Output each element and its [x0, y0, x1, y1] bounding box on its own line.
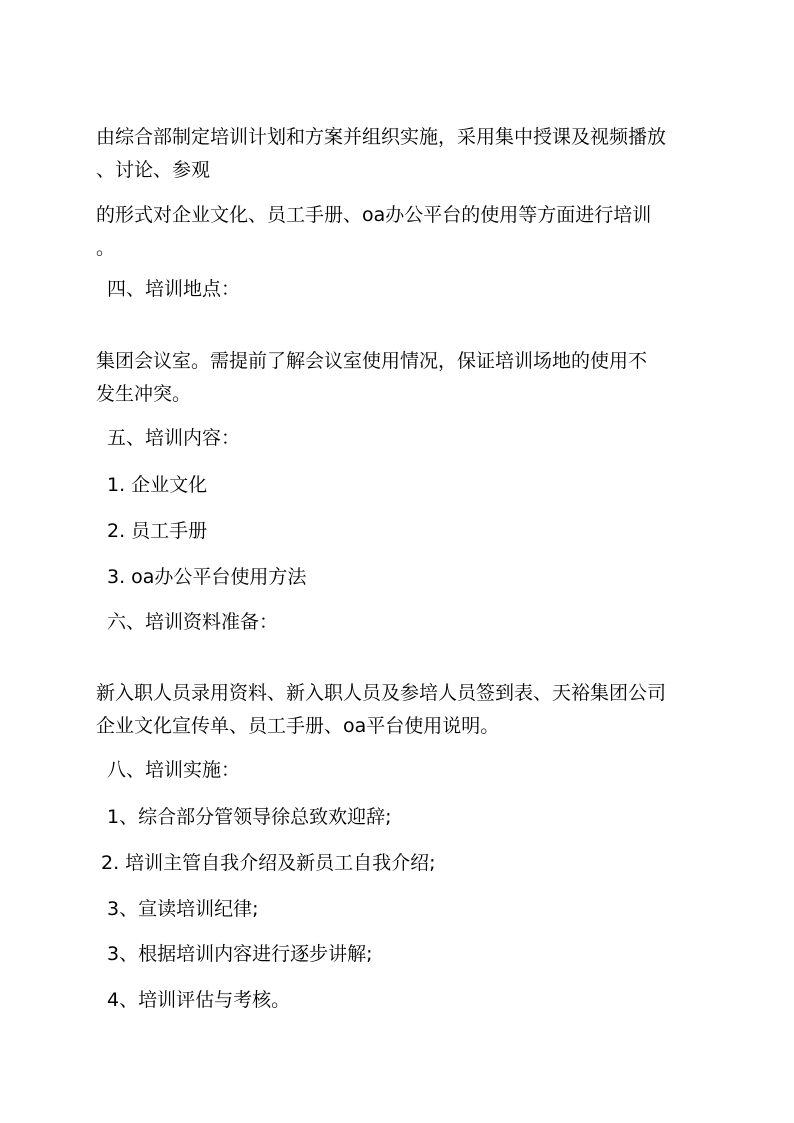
list-item: 3、宣读培训纪律; [107, 898, 259, 920]
paragraph-line: 发生冲突。 [96, 383, 192, 405]
paragraph-line: 由综合部制定培训计划和方案并组织实施，采用集中授课及视频播放 [96, 126, 667, 148]
paragraph-line: 。 [96, 237, 116, 259]
paragraph-line: 的形式对企业文化、员工手册、oa办公平台的使用等方面进行培训 [96, 204, 652, 226]
list-item: 4、培训评估与考核。 [107, 989, 291, 1011]
paragraph-line: 企业文化宣传单、员工手册、oa平台使用说明。 [96, 715, 500, 737]
list-item: 3、根据培训内容进行逐步讲解; [107, 943, 373, 965]
list-item: 1、综合部分管领导徐总致欢迎辞; [107, 806, 392, 828]
paragraph-line: 集团会议室。需提前了解会议室使用情况，保证培训场地的使用不 [96, 350, 648, 372]
section-heading: 八、培训实施： [107, 759, 241, 781]
section-heading: 四、培训地点： [107, 278, 241, 300]
list-item: 2. 员工手册 [107, 520, 208, 542]
paragraph-line: 新入职人员录用资料、新入职人员及参培人员签到表、天裕集团公司 [96, 682, 667, 704]
list-item: 3. oa办公平台使用方法 [107, 566, 307, 588]
list-item: 2. 培训主管自我介绍及新员工自我介绍; [101, 852, 436, 874]
section-heading: 五、培训内容： [107, 427, 241, 449]
paragraph-line: 、讨论、参观 [96, 159, 211, 181]
list-item: 1. 企业文化 [107, 474, 208, 496]
section-heading: 六、培训资料准备： [107, 611, 279, 633]
